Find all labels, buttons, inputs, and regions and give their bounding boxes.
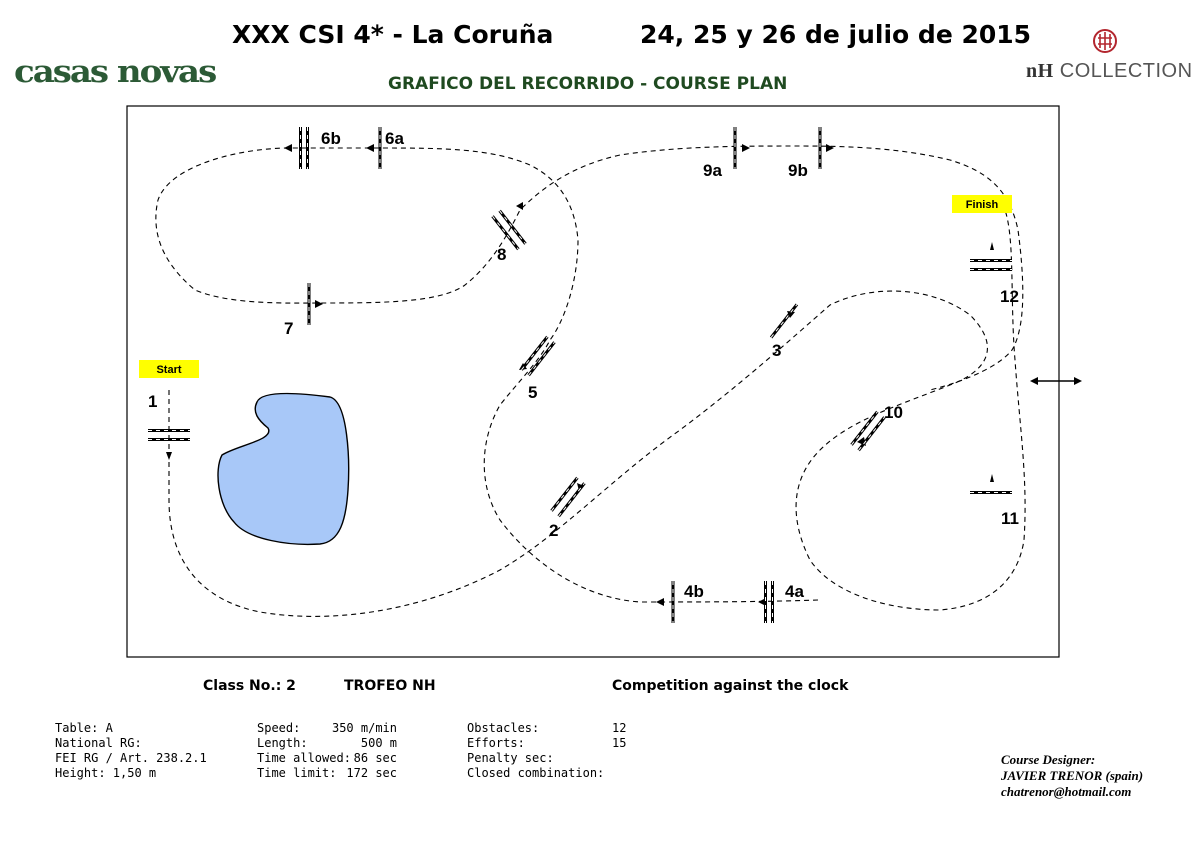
obstacle-4a <box>764 581 774 623</box>
efforts-label: Efforts: <box>467 736 525 750</box>
obstacle-9b <box>819 127 822 169</box>
route-path <box>156 146 1025 616</box>
label-4a: 4a <box>785 582 804 601</box>
obstacles-label: Obstacles: <box>467 721 540 735</box>
designer-email: chatrenor@hotmail.com <box>1001 784 1132 799</box>
nh-mark: nH <box>1026 60 1054 82</box>
obstacle-7 <box>308 283 311 325</box>
national-rg: National RG: <box>55 736 142 750</box>
obstacle-6a <box>379 127 382 169</box>
competition-type: Competition against the clock <box>612 678 849 694</box>
label-11: 11 <box>1001 509 1019 528</box>
time-limit-value: 172 sec <box>346 766 397 780</box>
time-allowed-label: Time allowed: <box>257 751 351 765</box>
page-subtitle: GRAFICO DEL RECORRIDO - COURSE PLAN <box>388 74 788 94</box>
penalty-label: Penalty sec: <box>467 751 554 765</box>
details-col3-values <box>612 721 626 781</box>
speed-row <box>257 721 397 736</box>
label-2: 2 <box>549 521 559 540</box>
efforts-value: 15 <box>612 736 627 750</box>
label-7: 7 <box>284 319 294 338</box>
label-9a: 9a <box>703 161 722 180</box>
length-value: 500 m <box>360 736 397 750</box>
obstacles-value: 12 <box>612 721 627 735</box>
closed-combination-value <box>612 766 626 781</box>
designer-name: JAVIER TRENOR (spain) <box>1001 768 1144 783</box>
label-9b: 9b <box>788 161 808 180</box>
event-title: XXX CSI 4* - La Coruña <box>232 20 554 49</box>
length-row <box>257 736 397 751</box>
penalty-value <box>612 751 626 766</box>
water-pond <box>218 393 349 544</box>
details-col1 <box>55 721 207 781</box>
arena-border <box>127 106 1059 657</box>
class-number: Class No.: 2 <box>203 678 296 694</box>
nh-collection-text: COLLECTION <box>1059 60 1193 82</box>
obstacle-12 <box>970 259 1012 271</box>
casas-novas-logo: casas novas <box>14 54 216 90</box>
label-6b: 6b <box>321 129 341 148</box>
gate-arrow-icon <box>1030 377 1082 385</box>
designer-label: Course Designer: <box>1001 752 1096 767</box>
label-10: 10 <box>884 403 903 422</box>
label-8: 8 <box>497 245 507 264</box>
time-limit-label: Time limit: <box>257 766 337 780</box>
fei-rg: FEI RG / Art. 238.2.1 <box>55 751 207 765</box>
obstacle-4b <box>672 581 675 623</box>
label-1: 1 <box>148 392 158 411</box>
label-4b: 4b <box>684 582 704 601</box>
closed-combination-label: Closed combination: <box>467 766 605 780</box>
label-6a: 6a <box>385 129 404 148</box>
label-3: 3 <box>772 341 782 360</box>
height-info: Height: 1,50 m <box>55 766 157 780</box>
details-col2 <box>257 721 397 781</box>
time-limit-row <box>257 766 397 781</box>
start-label: Start <box>156 364 182 376</box>
obstacle-10 <box>850 411 885 451</box>
finish-label: Finish <box>965 199 999 211</box>
obstacle-9a <box>734 127 737 169</box>
label-5: 5 <box>528 383 538 402</box>
obstacle-3 <box>770 304 798 339</box>
details-col3-labels <box>467 721 604 781</box>
speed-value: 350 m/min <box>331 721 397 735</box>
time-allowed-row <box>257 751 397 766</box>
course-designer <box>1001 752 1143 800</box>
trophy-name: TROFEO NH <box>344 678 436 694</box>
obstacle-11 <box>970 491 1012 494</box>
speed-label: Speed: <box>257 721 301 735</box>
event-dates: 24, 25 y 26 de julio de 2015 <box>640 20 1032 49</box>
label-12: 12 <box>1000 287 1019 306</box>
time-allowed-value: 86 sec <box>353 751 397 765</box>
obstacle-5 <box>520 336 555 376</box>
length-label: Length: <box>257 736 308 750</box>
table-info: Table: A <box>55 721 113 735</box>
